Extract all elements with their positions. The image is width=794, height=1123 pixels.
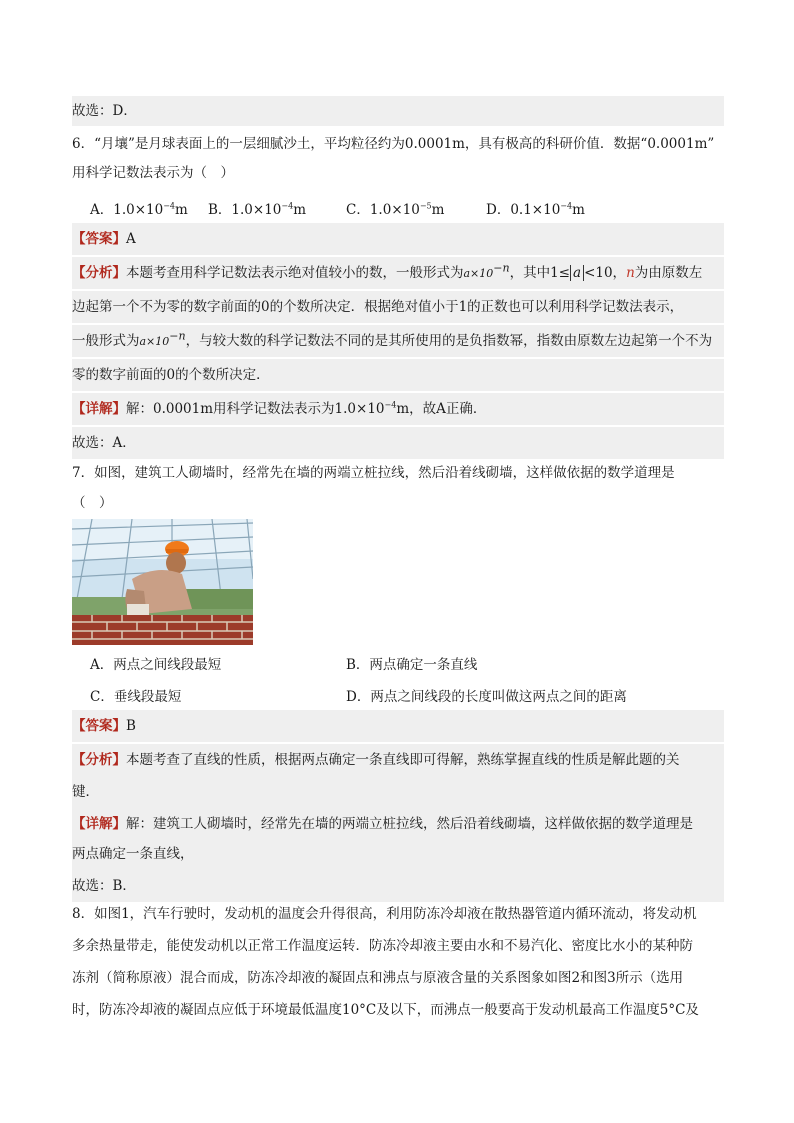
q7-detail-line2: 两点确定一条直线， [72,838,724,870]
q7-analysis-line1 [72,744,724,776]
q6-analysis-text-b: ，其中1≤ [509,265,570,281]
q6-option-a [90,198,188,218]
q7-option-c: C．垂线段最短 [90,689,182,705]
q7-conclusion: 故选：B． [72,870,724,902]
q6-analysis-l3-formula: a×10 [139,335,170,348]
q7-answer [72,710,724,742]
q7-analysis-line2: 键． [72,776,724,808]
q6-stem-line1: 6．“月壤”是月球表面上的一层细腻沙土，平均粒径约为0.0001m，具有极高的科研价值．数据“0.0001m” [72,136,715,152]
q6-option-c-unit: m [431,202,445,218]
q6-analysis-line2: 边起第一个不为零的数字前面的0的个数所决定．根据绝对值小于1的正数也可以利用科学记数法表示， [72,291,724,323]
q6-option-b-exp: −4 [281,201,294,211]
q6-detail-b: m，故A正确． [396,401,487,417]
q6-analysis-n: n [626,265,635,281]
q6-stem-line2: 用科学记数法表示为（ ） [72,165,234,181]
q6-analysis-text-a: 本题考查用科学记数法表示绝对值较小的数，一般形式为 [126,265,464,281]
q6-option-c-letter: C． [346,202,370,218]
q7-stem-line2: （ ） [72,495,113,511]
q6-analysis-l3-b: ，与较大数的科学记数法不同的是其所使用的是负指数幂，指数由原数左边起第一个不为 [185,333,713,349]
q6-answer [72,223,724,255]
q6-analysis-tag: 【分析】 [72,265,126,281]
q7-analysis-text: 本题考查了直线的性质，根据两点确定一条直线即可得解，熟练掌握直线的性质是解此题的关 [126,752,680,768]
q7-detail-text: 解：建筑工人砌墙时，经常先在墙的两端立桩拉线，然后沿着线砌墙，这样做依据的数学道理是 [126,816,693,832]
q8-line2: 多余热量带走，能使发动机以正常工作温度运转．防冻冷却液主要由水和不易汽化、密度比水小的某种防 [72,938,693,954]
prev-conclusion: 故选：D． [72,96,724,126]
q6-option-b [208,198,306,218]
q6-answer-value: A [126,231,136,247]
q6-analysis-abs: a [570,265,584,281]
q6-option-a-letter: A． [90,202,114,218]
q8-line3: 冻剂（简称原液）混合而成，防冻冷却液的凝固点和沸点与原液含量的关系图象如图2和图3所示（选用 [72,970,684,986]
q8-line1: 8．如图1，汽车行驶时，发动机的温度会升得很高，利用防冻冷却液在散热器管道内循环流动，将发动机 [72,906,697,922]
q6-option-b-mant: 1.0×10 [231,202,282,218]
q6-analysis-text-c: <10， [584,265,627,281]
q6-option-d-exp: −4 [560,201,573,211]
bricklayer-photo [72,519,253,645]
q6-conclusion: 故选：A． [72,427,724,459]
q7-option-d: D．两点之间线段的长度叫做这两点之间的距离 [346,689,627,705]
q7-answer-tag: 【答案】 [72,718,126,734]
q6-option-c-mant: 1.0×10 [369,202,420,218]
q7-option-b: B．两点确定一条直线 [346,657,478,673]
q6-option-d-unit: m [572,202,585,218]
q6-option-a-exp: −4 [163,201,176,211]
q8-line4: 时，防冻冷却液的凝固点应低于环境最低温度10°C及以下，而沸点一般要高于发动机最高工作温度5°C及 [72,1002,699,1018]
q6-analysis-line3 [72,325,724,357]
q6-analysis-text-d: 为由原数左 [634,265,703,281]
q6-detail [72,393,724,425]
q6-analysis-formula: a×10 [463,267,494,280]
q6-detail-tag: 【详解】 [72,401,126,417]
q6-option-d-letter: D． [486,202,511,218]
bricklayer-photo-illustration [72,519,253,645]
q6-option-b-unit: m [293,202,306,218]
q6-option-d-mant: 0.1×10 [510,202,561,218]
q6-analysis-line1 [72,257,724,289]
q7-stem-line1: 7．如图，建筑工人砌墙时，经常先在墙的两端立桩拉线，然后沿着线砌墙，这样做依据的数学道理是 [72,465,675,481]
q7-detail-tag: 【详解】 [72,816,126,832]
q6-option-d [486,198,585,218]
q7-option-a: A．两点之间线段最短 [90,657,222,673]
q6-option-c-exp: −5 [419,201,432,211]
q6-analysis-formula-exp: −n [493,261,510,275]
q7-detail-line1 [72,808,724,840]
q6-option-a-unit: m [175,202,188,218]
q6-option-c [346,198,444,218]
q6-answer-tag: 【答案】 [72,231,126,247]
q7-answer-value: B [126,718,136,734]
q6-detail-a: 解：0.0001m用科学记数法表示为 [126,401,335,417]
q6-detail-exp: −4 [384,400,397,410]
q7-analysis-tag: 【分析】 [72,752,126,768]
q6-analysis-line4: 零的数字前面的0的个数所决定． [72,359,724,391]
q6-detail-mant: 1.0×10 [334,401,385,417]
q6-analysis-l3-formula-exp: −n [169,329,186,343]
q6-option-a-mant: 1.0×10 [113,202,164,218]
q6-option-b-letter: B． [208,202,232,218]
q6-analysis-l3-a: 一般形式为 [72,333,140,349]
